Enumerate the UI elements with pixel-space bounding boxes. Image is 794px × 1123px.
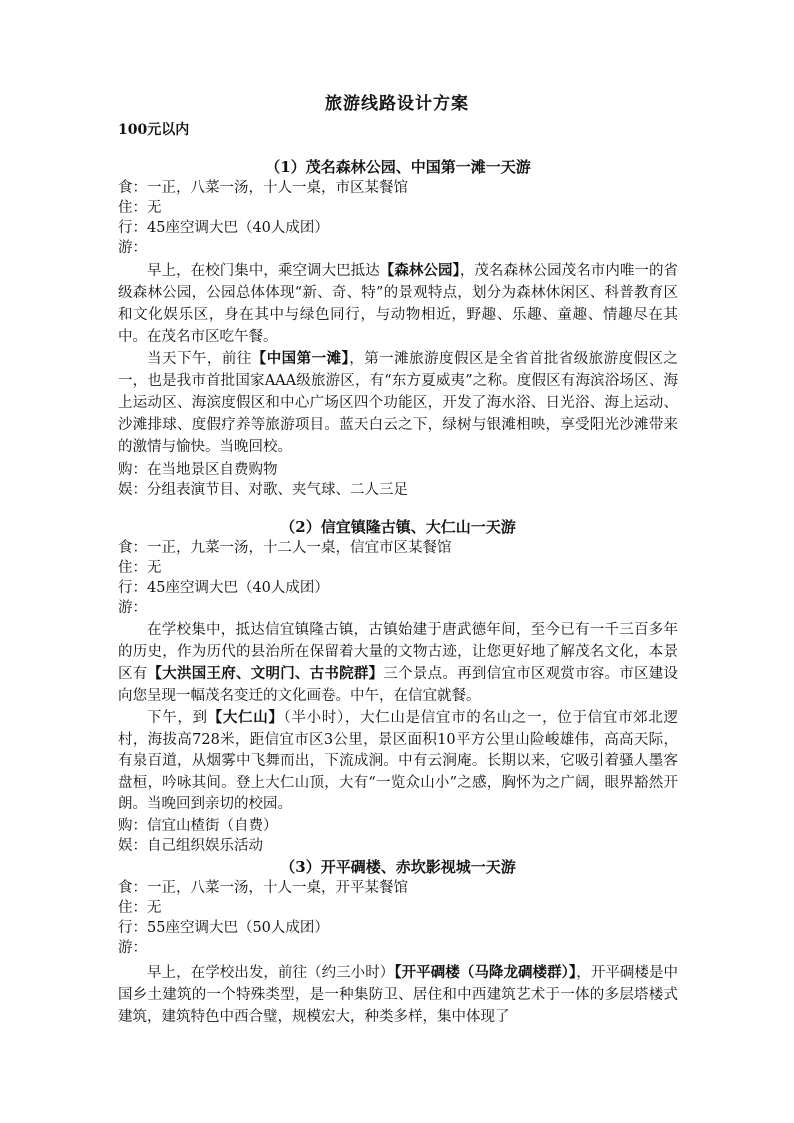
- attraction-name: 【大仁山】: [207, 709, 284, 726]
- tour-paragraph: [118, 962, 678, 1028]
- route-section-2: [118, 516, 678, 856]
- stay-line: 住：无: [118, 200, 162, 216]
- tour-label: 游：: [118, 600, 147, 616]
- attraction-name: 【大洪国王府、文明门、古书院群】: [147, 665, 384, 682]
- paragraph-text: 当天下午，前往: [147, 351, 252, 367]
- tour-label: 游：: [118, 940, 147, 956]
- paragraph-text: （半小时），大仁山是信宜市的名山之一，位于信宜市郊北逻村，海拔高728米，距信宜市区3公里，景区面积10平方公里山险峻雄伟，高高天际，有泉百道，从烟雾中飞舞而出，下流成涧。中有云涧庵。长期以来，它吸引着骚人墨客盘桓，吟咏其间。登上大仁山顶，大有“一览众山小”之感，胸怀为之广阔，眼界豁然开朗。当晚回到亲切的校园。: [118, 710, 679, 812]
- paragraph-text: ，第一滩旅游度假区是全省首批省级旅游度假区之一，也是我市首批国家AAA级旅游区，有“东方夏威夷”之称。度假区有海滨浴场区、海上运动区、海滨度假区和中心广场区四个功能区，开发了海水浴、日光浴、海上运动、沙滩排球、度假疗养等旅游项目。蓝天白云之下，绿树与银滩相映，享受阳光沙滩带来的激情与愉快。当晚回校。: [118, 351, 678, 455]
- paragraph-text: ，茂名森林公园茂名市内唯一的省级森林公园，公园总体体现“新、奇、特”的景观特点，划分为森林休闲区、科普教育区和文化娱乐区，身在其中与绿色同行，与动物相近，野趣、乐趣、童趣、情趣尽在其中。在茂名市区吃午餐。: [118, 263, 679, 345]
- food-line: 食：一正，八菜一汤，十人一桌，开平某餐馆: [118, 880, 408, 896]
- section-heading: （1）茂名森林公园、中国第一滩一天游: [265, 158, 531, 176]
- attraction-name: 【森林公园】: [379, 262, 460, 279]
- tour-paragraph: [118, 348, 678, 458]
- stay-line: 住：无: [118, 900, 162, 916]
- attraction-name: 【开平碉楼（马降龙碉楼群）】: [394, 964, 577, 981]
- paragraph-text: 三个景点。再到信宜市区观赏市容。市区建设向您呈现一幅茂名变迁的文化画卷。中午，在信宜就餐。: [118, 666, 679, 704]
- travel-line: 行：45座空调大巴（40人成团）: [118, 220, 329, 236]
- travel-line: 行：45座空调大巴（40人成团）: [118, 580, 329, 596]
- attraction-name: 【中国第一滩】: [251, 350, 350, 367]
- paragraph-text: 在学校集中，抵达信宜镇隆古镇，古镇始建于唐武德年间，至今已有一千三百多年的历史，作为历代的县治所在保留着大量的文物古迹，让您更好地了解茂名文化，本景区有: [118, 622, 678, 682]
- section-heading: （2）信宜镇隆古镇、大仁山一天游: [280, 518, 516, 536]
- budget-label: 100元以内: [118, 122, 190, 138]
- paragraph-text: 下午，到: [147, 710, 208, 726]
- entertainment-line: 娱：分组表演节目、对歌、夹气球、二人三足: [118, 482, 408, 498]
- tour-paragraph: [118, 707, 678, 816]
- tour-label: 游：: [118, 240, 147, 256]
- paragraph-text: 早上，在学校出发，前往（约三小时）: [147, 965, 395, 981]
- entertainment-line: 娱：自己组织娱乐活动: [118, 837, 263, 854]
- shopping-line: 购：信宜山楂街（自费）: [118, 817, 278, 834]
- page-title: 旅游线路设计方案: [325, 94, 469, 114]
- section-heading: （3）开平碉楼、赤坎影视城一天游: [280, 858, 516, 876]
- route-section-3: [118, 856, 678, 1028]
- food-line: 食：一正，八菜一汤，十人一桌，市区某餐馆: [118, 180, 408, 196]
- route-section-1: [118, 156, 678, 500]
- stay-line: 住：无: [118, 560, 162, 576]
- food-line: 食：一正，九菜一汤，十二人一桌，信宜市区某餐馆: [118, 540, 452, 556]
- shopping-line: 购：在当地景区自费购物: [118, 462, 278, 478]
- paragraph-text: 早上，在校门集中，乘空调大巴抵达: [147, 263, 380, 279]
- tour-paragraph: [118, 260, 678, 348]
- tour-paragraph: [118, 620, 678, 707]
- travel-line: 行：55座空调大巴（50人成团）: [118, 920, 329, 936]
- paragraph-text: ，开平碉楼是中国乡土建筑的一个特殊类型，是一种集防卫、居住和中西建筑艺术于一体的多层塔楼式建筑，建筑特色中西合璧，规模宏大，种类多样，集中体现了: [118, 965, 679, 1025]
